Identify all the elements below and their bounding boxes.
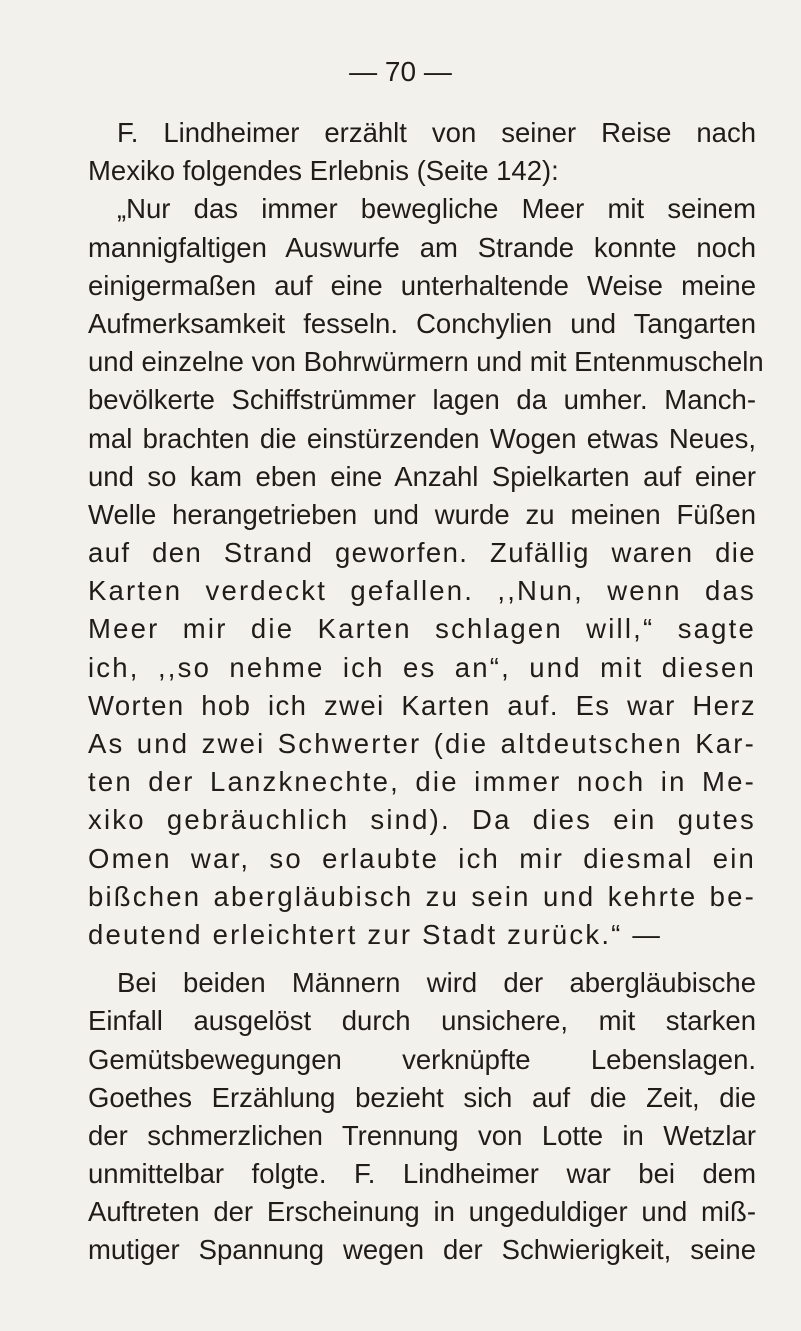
text-line: bevölkerte Schiffstrümmer lagen da umher. Manch- (88, 384, 756, 416)
text-line: Aufmerksamkeit fesseln. Conchylien und Tangarten (88, 307, 756, 339)
text-line: ich, ,,so nehme ich es an“, und mit diesen (88, 651, 756, 683)
text-line: deutend erleichtert zur Stadt zurück.“ — (88, 918, 663, 950)
text-line: Auftreten der Erscheinung in ungeduldiger und miß- (88, 1196, 756, 1228)
text-line: Mexiko folgendes Erlebnis (Seite 142): (88, 155, 559, 187)
text-line: Welle herangetrieben und wurde zu meinen Füßen (88, 498, 756, 530)
text-line: mutiger Spannung wegen der Schwierigkeit, seine (88, 1234, 756, 1266)
text-line: Gemütsbewegungen verknüpfte Lebenslagen. (88, 1043, 756, 1075)
text-line: As und zwei Schwerter (die altdeutschen Kar- (88, 728, 756, 759)
paragraph-gap (88, 954, 756, 964)
text-line: Karten verdeckt gefallen. ,,Nun, wenn das (88, 575, 756, 607)
text-line: Meer mir die Karten schlagen will,“ sagte (88, 613, 756, 645)
text-line: F. Lindheimer erzählt von seiner Reise nach (117, 117, 756, 148)
text-line: auf den Strand geworfen. Zufällig waren die (88, 537, 756, 569)
text-line: und einzelne von Bohrwürmern und mit Entenmuscheln (88, 346, 764, 378)
text-line: unmittelbar folgte. F. Lindheimer war bei dem (88, 1158, 756, 1190)
text-line: Bei beiden Männern wird der abergläubische (117, 967, 756, 999)
text-line: und so kam eben eine Anzahl Spielkarten auf einer (88, 460, 756, 492)
text-line: Worten hob ich zwei Karten auf. Es war Herz (88, 689, 756, 721)
text-line: Goethes Erzählung bezieht sich auf die Zeit, die (88, 1081, 756, 1113)
text-line: der schmerzlichen Trennung von Lotte in Wetzlar (88, 1119, 756, 1151)
text-line: mal brachten die einstürzenden Wogen etwas Neues, (88, 422, 756, 454)
text-line: Omen war, so erlaubte ich mir diesmal ein (88, 842, 756, 874)
text-line: mannigfaltigen Auswurfe am Strande konnte noch (88, 231, 756, 263)
text-line: xiko gebräuchlich sind). Da dies ein gutes (88, 804, 756, 836)
page-number: — 70 — (349, 56, 452, 87)
text-line: „Nur das immer bewegliche Meer mit seinem (117, 193, 756, 225)
text-line: ten der Lanzknechte, die immer noch in Me- (88, 766, 756, 798)
body-text (88, 114, 764, 1270)
text-line: einigermaßen auf eine unterhaltende Weise meine (88, 269, 756, 301)
text-line: Einfall ausgelöst durch unsichere, mit starken (88, 1005, 756, 1037)
text-line: bißchen abergläubisch zu sein und kehrte be- (88, 880, 756, 912)
